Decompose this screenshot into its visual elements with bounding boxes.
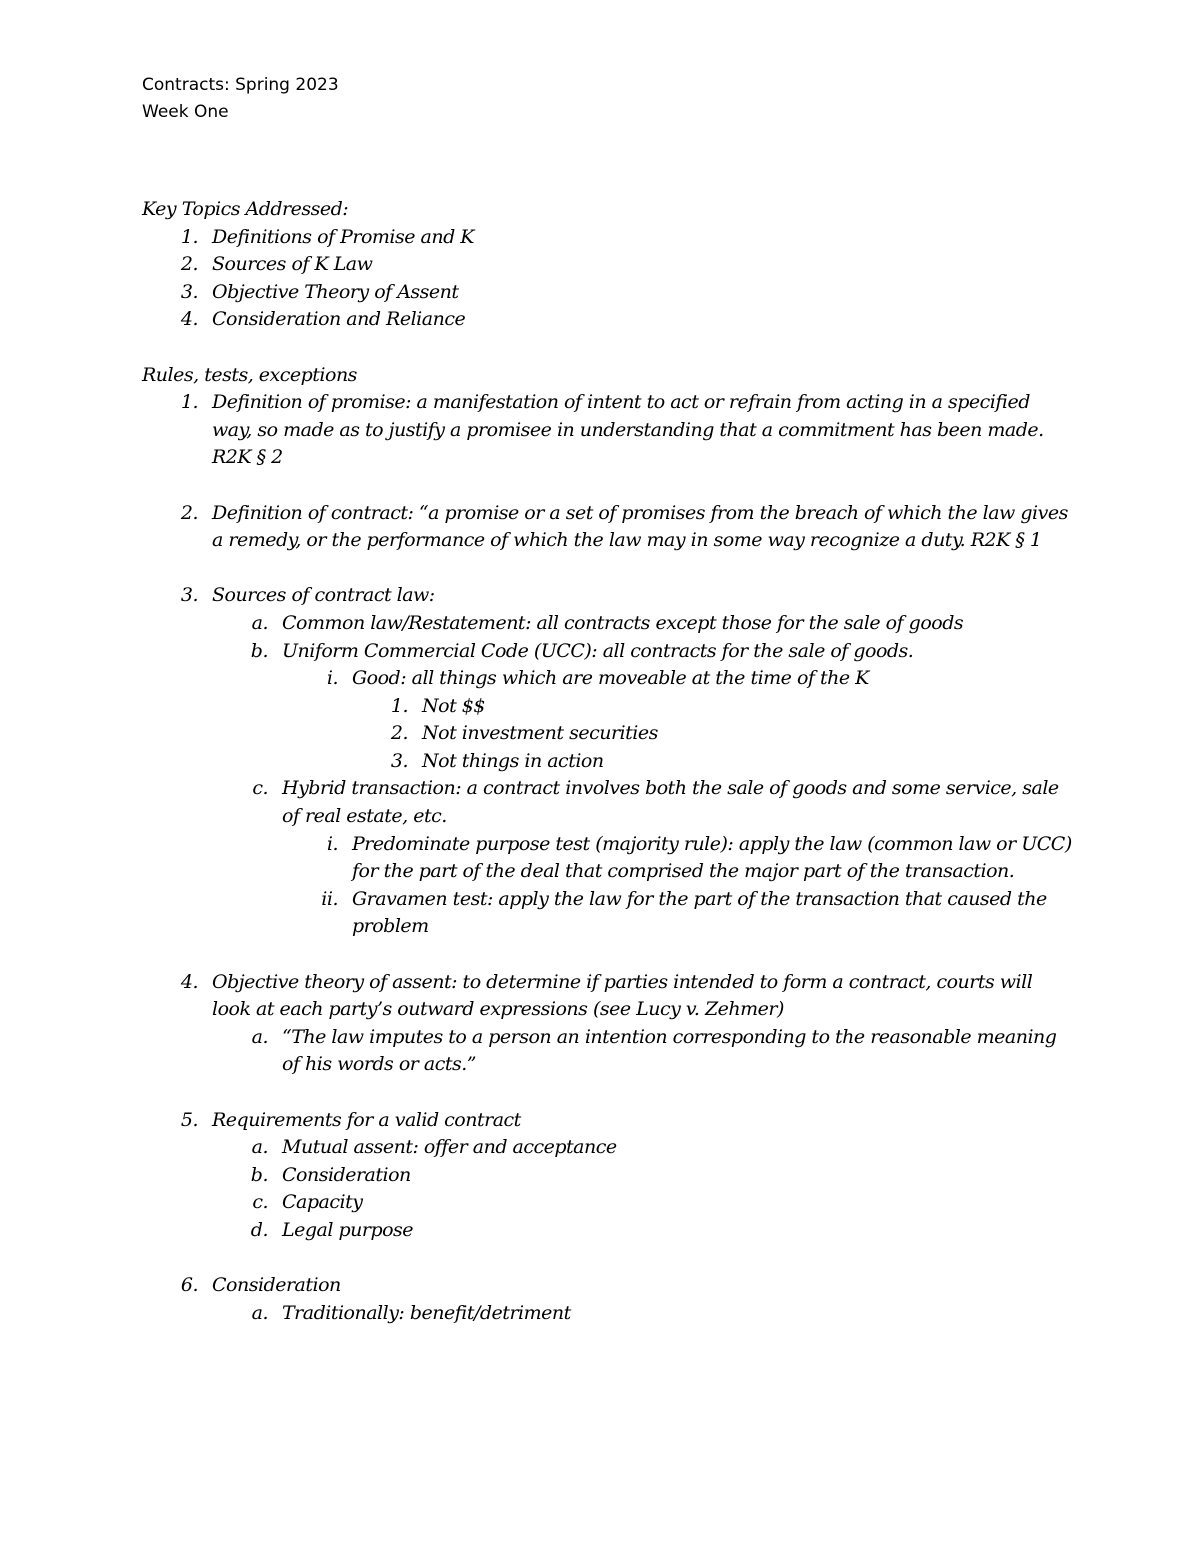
rules-heading: Rules, tests, exceptions	[142, 363, 357, 386]
list-item-text: Gravamen test: apply the law for the part of the transaction that caused the problem	[352, 887, 1047, 938]
list-item-text: Consideration	[282, 1163, 411, 1186]
list-item-text: Requirements for a valid contract	[212, 1108, 521, 1131]
list-item-text: Mutual assent: offer and acceptance	[282, 1136, 617, 1159]
list-number: 1.	[390, 694, 408, 717]
list-number: 5.	[180, 1108, 198, 1131]
list-item	[282, 886, 1072, 941]
sublist	[212, 1134, 1072, 1244]
list-letter: b.	[250, 1163, 268, 1186]
list-number: 2.	[390, 722, 408, 745]
list-item-text: Not $$	[422, 694, 485, 717]
list-item-text: Legal purpose	[282, 1218, 414, 1241]
document-header	[142, 72, 339, 126]
list-item-text: Traditionally: benefit/detriment	[282, 1301, 571, 1324]
list-item	[282, 665, 1072, 775]
list-item-text: Hybrid transaction: a contract involves both the sale of goods and some service, sale of real estate, etc.	[282, 777, 1059, 828]
list-number: 4.	[180, 970, 198, 993]
list-number: 1.	[180, 225, 198, 248]
list-item	[212, 1189, 1072, 1217]
list-letter: a.	[251, 611, 268, 634]
list-number: 1.	[180, 391, 198, 414]
list-roman: ii.	[321, 887, 338, 910]
list-letter: c.	[252, 1191, 268, 1214]
list-letter: d.	[250, 1218, 268, 1241]
list-item	[212, 1024, 1072, 1079]
list-item-text: Definitions of Promise and K	[212, 225, 474, 248]
list-item	[212, 1217, 1072, 1245]
list-item	[352, 748, 1072, 776]
list-number: 3.	[390, 749, 408, 772]
list-letter: a.	[251, 1025, 268, 1048]
list-item-text: Consideration	[212, 1274, 341, 1297]
list-item	[212, 1300, 1072, 1328]
list-item-text: Predominate purpose test (majority rule): apply the law (common law or UCC) for the part of the deal that comprised the major part of the transaction.	[352, 832, 1072, 883]
rule-definition-of-promise	[142, 389, 1072, 472]
list-item	[282, 831, 1072, 886]
rule-objective-theory-of-assent	[142, 969, 1072, 1079]
sublist	[282, 665, 1072, 775]
list-number: 2.	[180, 501, 198, 524]
list-item-text: Objective theory of assent: to determine if parties intended to form a contract, courts will look at each party’s outward expressions (see Lucy v. Zehmer)	[212, 970, 1033, 1021]
list-number: 2.	[180, 253, 198, 276]
list-item	[142, 279, 1072, 307]
list-letter: b.	[250, 639, 268, 662]
document-body	[142, 196, 1072, 1327]
sublist	[212, 1024, 1072, 1079]
rule-consideration	[142, 1272, 1072, 1327]
list-roman: i.	[326, 667, 338, 690]
rule-sources-of-contract-law	[142, 582, 1072, 941]
sublist	[282, 831, 1072, 941]
list-item-text: Capacity	[282, 1191, 363, 1214]
list-item-text: “The law imputes to a person an intention corresponding to the reasonable meaning of his words or acts.”	[282, 1025, 1057, 1076]
key-topics-heading: Key Topics Addressed:	[142, 198, 349, 220]
list-letter: a.	[251, 1136, 268, 1159]
list-item	[352, 693, 1072, 721]
sublist	[352, 693, 1072, 776]
list-item-text: Not things in action	[422, 749, 604, 772]
list-letter: c.	[252, 777, 268, 800]
list-item-text: Not investment securities	[422, 722, 658, 745]
list-letter: a.	[251, 1301, 268, 1324]
list-item-text: Sources of K Law	[212, 253, 373, 276]
list-number: 6.	[180, 1274, 198, 1297]
list-item-text: Sources of contract law:	[212, 584, 435, 607]
rule-requirements-valid-contract	[142, 1107, 1072, 1245]
list-roman: i.	[326, 832, 338, 855]
list-item-text: Uniform Commercial Code (UCC): all contracts for the sale of goods.	[282, 639, 914, 662]
list-item	[212, 1162, 1072, 1190]
list-item	[212, 610, 1072, 638]
week-label: Week One	[142, 102, 229, 122]
list-number: 4.	[180, 308, 198, 331]
list-item-text: Consideration and Reliance	[212, 308, 466, 331]
list-number: 3.	[180, 584, 198, 607]
rules-list	[142, 389, 1072, 1327]
list-item	[142, 224, 1072, 252]
list-item	[142, 306, 1072, 334]
sublist	[212, 1300, 1072, 1328]
sublist	[212, 610, 1072, 941]
list-item	[212, 638, 1072, 776]
rule-definition-of-contract	[142, 500, 1072, 555]
list-item-text: Definition of contract: “a promise or a set of promises from the breach of which the law gives a remedy, or the performance of which the law may in some way recognize a duty. R2K § 1	[212, 501, 1068, 552]
list-item-text: Good: all things which are moveable at the time of the K	[352, 667, 869, 690]
list-item	[142, 251, 1072, 279]
list-number: 3.	[180, 280, 198, 303]
list-item	[352, 720, 1072, 748]
list-item-text: Objective Theory of Assent	[212, 280, 459, 303]
list-item-text: Common law/Restatement: all contracts except those for the sale of goods	[282, 611, 964, 634]
course-title: Contracts: Spring 2023	[142, 75, 339, 95]
list-item-text: Definition of promise: a manifestation of intent to act or refrain from acting in a specified way, so made as to justify a promisee in understanding that a commitment has been made. R2K § 2	[212, 391, 1044, 469]
list-item	[212, 775, 1072, 941]
key-topics-list	[142, 224, 1072, 334]
list-item	[212, 1134, 1072, 1162]
